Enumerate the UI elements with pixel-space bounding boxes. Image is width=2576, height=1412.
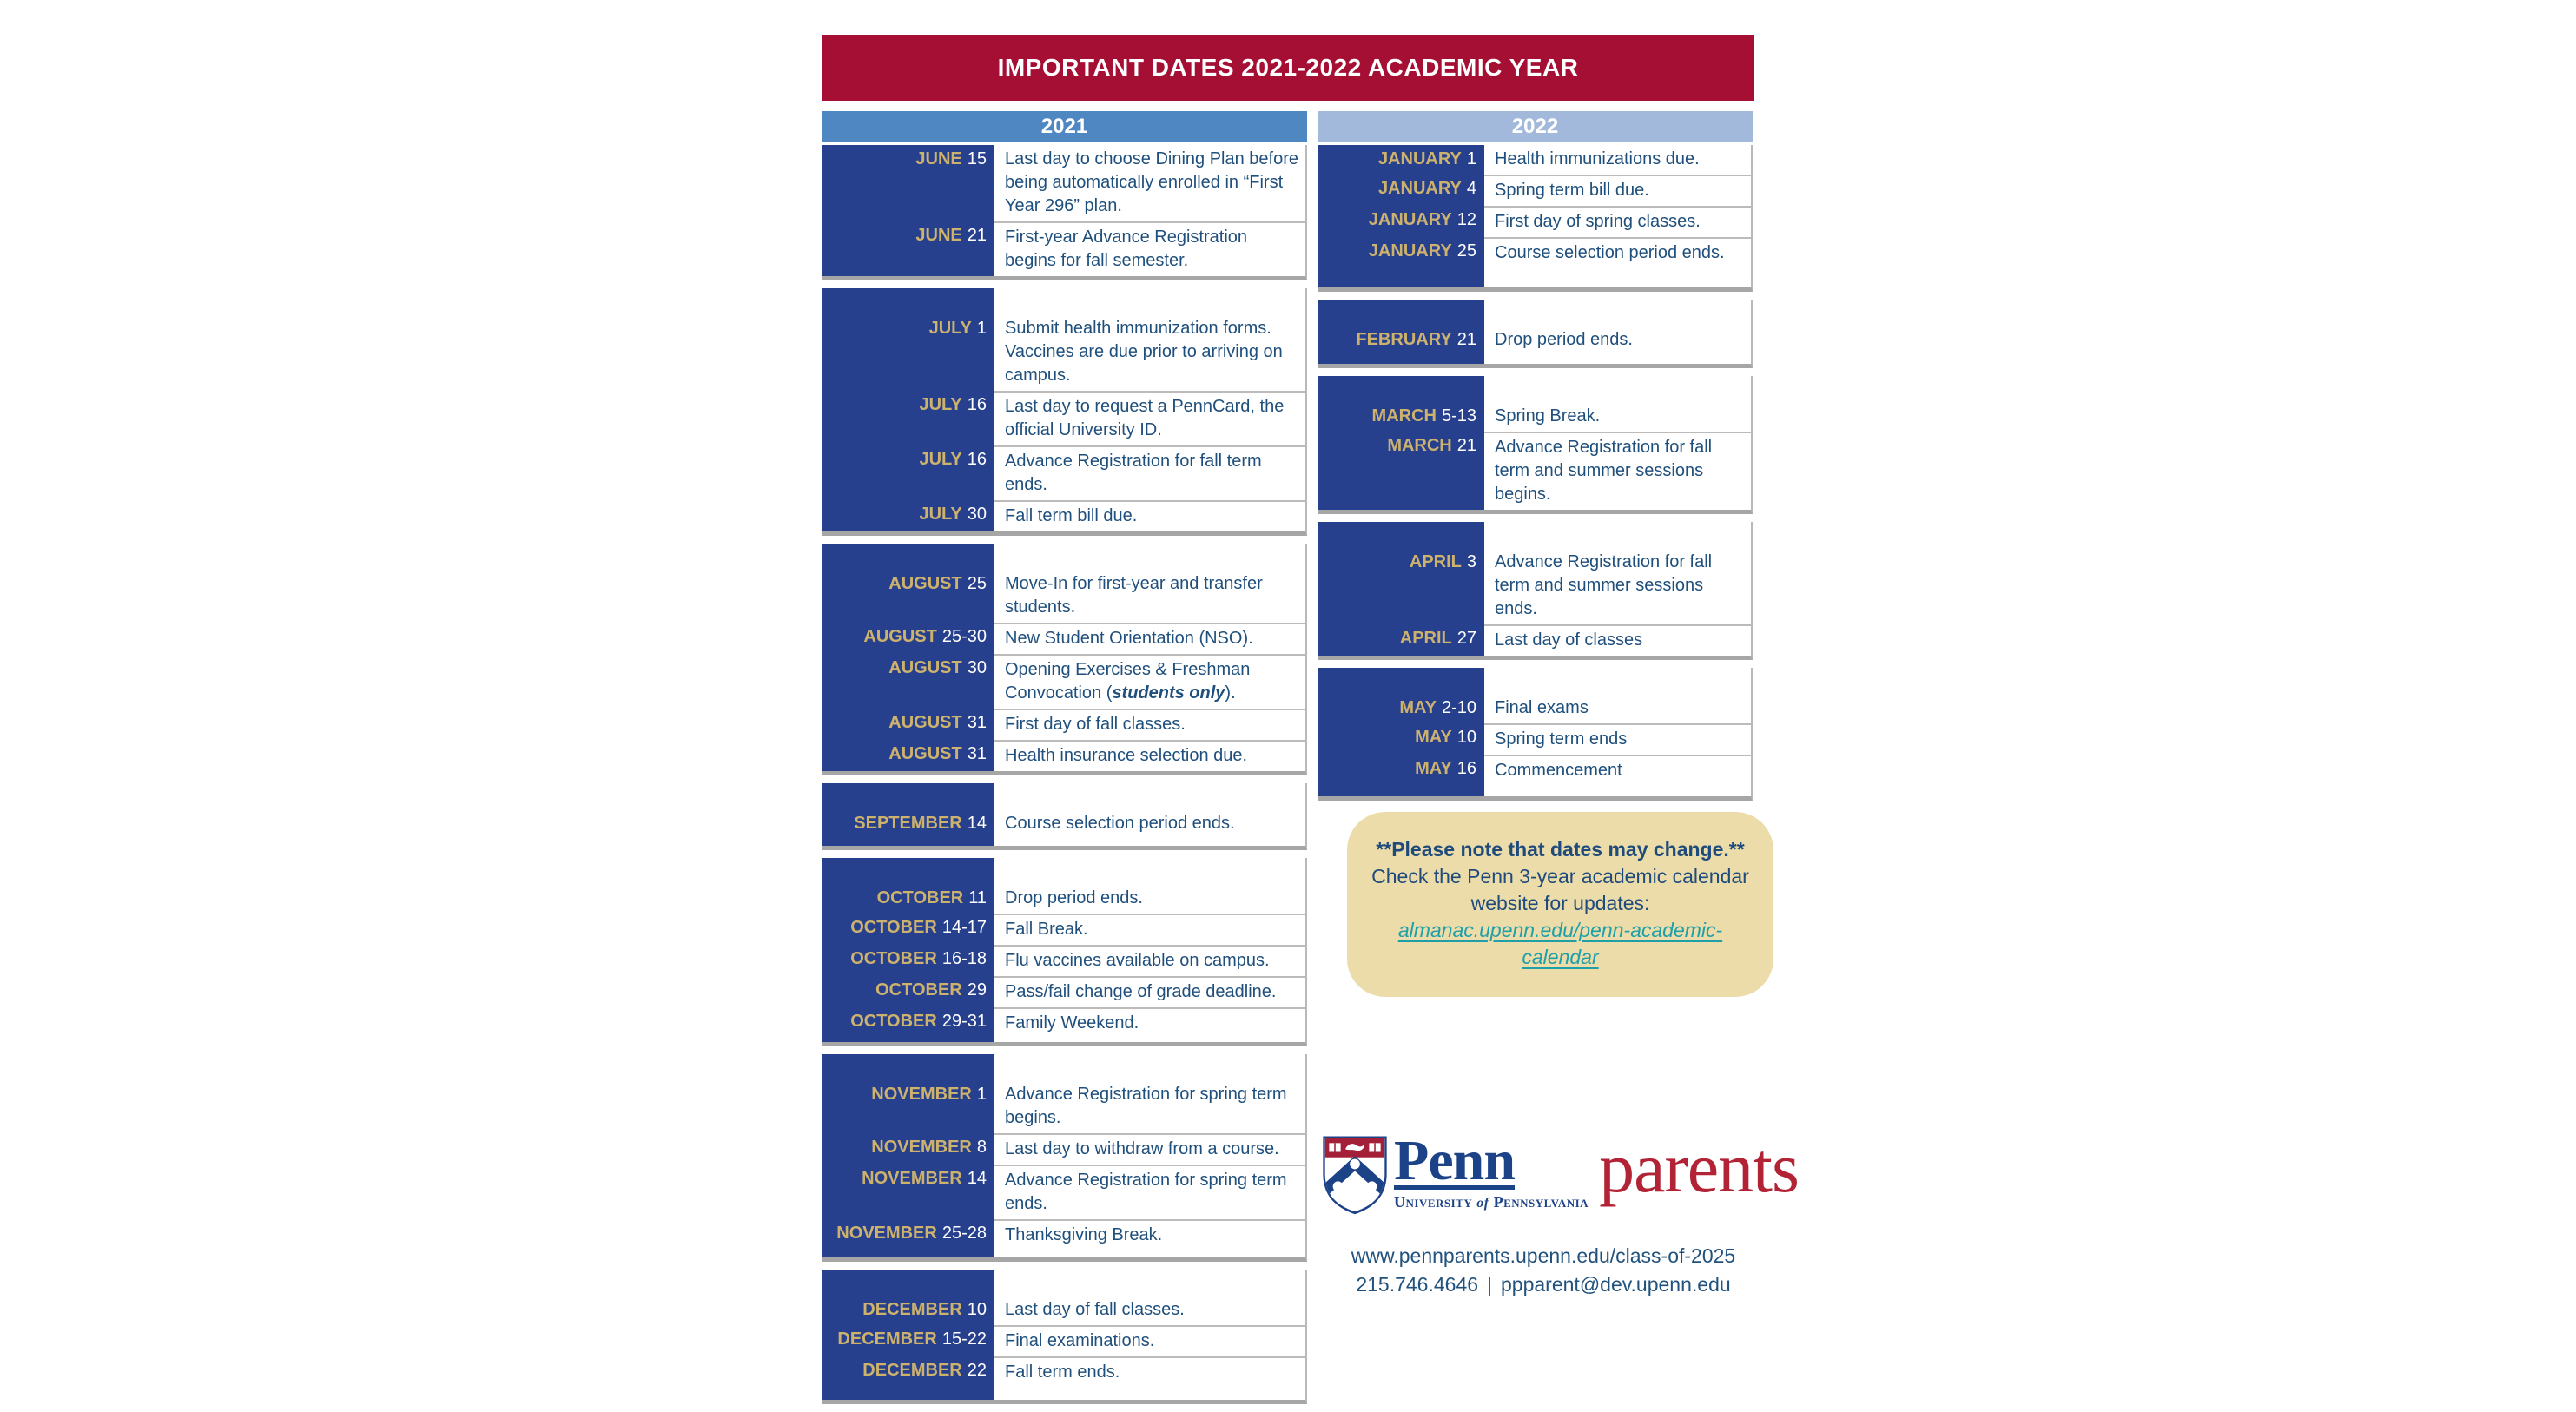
phone-number: 215.746.4646: [1356, 1273, 1479, 1296]
event-cell: [1484, 175, 1751, 206]
event-text: Commencement: [1495, 761, 1622, 780]
date-cell: [822, 445, 994, 500]
day-label: 1: [976, 319, 987, 338]
day-label: 25-28: [941, 1224, 987, 1243]
calendar-row: [822, 1219, 1305, 1250]
event-text: Move-In for first-year and transfer students.: [1005, 574, 1263, 617]
month-group: [1318, 376, 1753, 514]
calendar-row: [822, 145, 1305, 221]
date-cell: [1318, 175, 1484, 206]
calendar-row: [822, 1296, 1305, 1325]
month-label: MARCH: [1387, 436, 1452, 455]
event-text: Advance Registration for spring term begins.: [1005, 1085, 1287, 1127]
event-cell: [1484, 432, 1751, 510]
event-cell: [994, 1219, 1305, 1250]
day-label: 27: [1456, 629, 1476, 648]
day-label: 10: [967, 1300, 987, 1319]
month-label: DECEMBER: [862, 1361, 962, 1380]
month-group: [822, 544, 1307, 775]
contact-footer: [1318, 1242, 1769, 1299]
month-label: APRIL: [1399, 629, 1452, 648]
event-cell: [1484, 723, 1751, 755]
parents-website-url: www.pennparents.upenn.edu/class-of-2025: [1351, 1244, 1736, 1267]
day-label: 4: [1466, 179, 1476, 198]
event-cell: [994, 1165, 1305, 1219]
month-label: JANUARY: [1377, 179, 1462, 198]
month-group: [822, 1270, 1307, 1404]
date-cell: [822, 1007, 994, 1039]
event-text: Health immunizations due.: [1495, 149, 1700, 168]
day-label: 31: [967, 713, 987, 732]
date-cell: [822, 314, 994, 391]
calendar-row: [822, 1325, 1305, 1356]
month-group: [822, 858, 1307, 1046]
day-label: 14: [967, 1169, 987, 1188]
event-text: Drop period ends.: [1005, 888, 1143, 907]
event-cell: [1484, 624, 1751, 656]
event-text: Spring Break.: [1495, 406, 1601, 426]
month-label: OCTOBER: [876, 888, 964, 907]
calendar-row: [822, 976, 1305, 1007]
calendar-row: [822, 740, 1305, 771]
date-cell: [1318, 237, 1484, 268]
month-group: [822, 145, 1307, 280]
day-label: 25: [1456, 241, 1476, 261]
event-cell: [1484, 145, 1751, 175]
day-label: 8: [976, 1138, 987, 1157]
event-text: Thanksgiving Break.: [1005, 1225, 1163, 1244]
calendar-row: [822, 945, 1305, 976]
title-banner: [822, 35, 1754, 101]
event-cell: [994, 570, 1305, 623]
month-label: JUNE: [915, 226, 962, 245]
date-cell: [822, 391, 994, 445]
date-cell: [822, 1296, 994, 1325]
month-label: OCTOBER: [850, 949, 937, 968]
date-cell: [1318, 694, 1484, 723]
event-text: Course selection period ends.: [1495, 243, 1725, 262]
calendar-row: [1318, 237, 1751, 268]
event-text: Last day of fall classes.: [1005, 1300, 1185, 1319]
event-text: Last day to request a PennCard, the official University ID.: [1005, 397, 1285, 439]
column-body: [1318, 145, 1753, 801]
day-label: 16: [967, 450, 987, 469]
date-cell: [822, 945, 994, 976]
date-cell: [1318, 624, 1484, 656]
calendar-row: [1318, 145, 1751, 175]
date-cell: [822, 1325, 994, 1356]
event-text: Course selection period ends.: [1005, 814, 1235, 833]
date-cell: [822, 709, 994, 740]
event-text: Opening Exercises & Freshman Convocation (students only).: [1005, 660, 1251, 703]
event-cell: [994, 1080, 1305, 1133]
month-label: DECEMBER: [862, 1300, 962, 1319]
month-label: AUGUST: [888, 744, 962, 763]
event-text: Fall term bill due.: [1005, 506, 1138, 525]
month-label: MAY: [1415, 728, 1452, 747]
year-column-2021: [822, 111, 1307, 1412]
date-cell: [822, 570, 994, 623]
calendar-row: [1318, 175, 1751, 206]
month-group: [1318, 300, 1753, 368]
year-header: 2021: [822, 111, 1307, 142]
event-cell: [1484, 326, 1751, 355]
event-text: Spring term ends: [1495, 729, 1628, 749]
event-text: Drop period ends.: [1495, 330, 1633, 349]
academic-calendar-link[interactable]: almanac.upenn.edu/penn-academic-calendar: [1397, 919, 1723, 968]
column-body: [822, 145, 1307, 1404]
event-cell: [994, 1356, 1305, 1388]
day-label: 30: [967, 658, 987, 677]
month-label: OCTOBER: [850, 918, 937, 937]
event-text: Final examinations.: [1005, 1331, 1155, 1350]
date-cell: [1318, 548, 1484, 624]
penn-parents-logo: [1321, 1128, 1799, 1216]
day-label: 16: [967, 395, 987, 414]
day-label: 25-30: [941, 627, 987, 646]
calendar-row: [822, 1080, 1305, 1133]
calendar-row: [1318, 432, 1751, 510]
event-cell: [994, 623, 1305, 654]
calendar-row: [822, 884, 1305, 914]
event-text: Advance Registration for fall term ends.: [1005, 452, 1262, 494]
calendar-row: [822, 221, 1305, 276]
event-text: Advance Registration for fall term and summer sessions ends.: [1495, 552, 1713, 618]
month-label: MAY: [1415, 759, 1452, 778]
month-group: [1318, 145, 1753, 292]
calendar-row: [822, 914, 1305, 945]
month-label: NOVEMBER: [871, 1138, 972, 1157]
penn-wordmark: [1394, 1129, 1589, 1211]
event-text: Fall term ends.: [1005, 1363, 1120, 1382]
event-text: Submit health immunization forms. Vaccines are due prior to arriving on campus.: [1005, 319, 1283, 385]
month-label: DECEMBER: [837, 1330, 937, 1349]
event-cell: [994, 654, 1305, 709]
penn-text: Penn: [1394, 1129, 1516, 1192]
day-label: 16-18: [941, 949, 987, 968]
event-cell: [1484, 755, 1751, 786]
event-cell: [1484, 548, 1751, 624]
event-cell: [994, 145, 1305, 221]
calendar-row: [1318, 326, 1751, 355]
contact-line: [1318, 1270, 1769, 1299]
day-label: 15: [967, 149, 987, 168]
event-cell: [994, 445, 1305, 500]
day-label: 11: [968, 888, 987, 907]
day-label: 29: [967, 980, 987, 1000]
month-label: JULY: [919, 505, 962, 524]
date-cell: [1318, 145, 1484, 175]
month-label: MAY: [1399, 698, 1437, 717]
day-label: 30: [967, 505, 987, 524]
event-text: New Student Orientation (NSO).: [1005, 629, 1253, 648]
calendar-row: [822, 654, 1305, 709]
event-cell: [1484, 206, 1751, 237]
event-cell: [994, 976, 1305, 1007]
calendar-row: [1318, 548, 1751, 624]
date-cell: [822, 623, 994, 654]
date-cell: [822, 740, 994, 771]
note-heading: **Please note that dates may change.**: [1376, 838, 1745, 861]
event-cell: [994, 914, 1305, 945]
day-label: 2-10: [1441, 698, 1476, 717]
date-cell: [822, 976, 994, 1007]
date-cell: [1318, 432, 1484, 510]
event-text: Spring term bill due.: [1495, 181, 1649, 200]
event-text: Advance Registration for fall term and summer sessions begins.: [1495, 438, 1713, 504]
event-text: Last day to choose Dining Plan before being automatically enrolled in “First Year 296” plan.: [1005, 149, 1298, 215]
event-text: First day of spring classes.: [1495, 212, 1701, 231]
calendar-row: [822, 445, 1305, 500]
month-group: [822, 783, 1307, 850]
calendar-row: [822, 1007, 1305, 1039]
event-text: First-year Advance Registration begins for fall semester.: [1005, 228, 1248, 270]
event-text: Flu vaccines available on campus.: [1005, 951, 1270, 970]
right-side-extras: [1318, 812, 1799, 1299]
month-label: JULY: [919, 395, 962, 414]
university-of-pennsylvania-text: University of Pennsylvania: [1394, 1193, 1589, 1211]
calendar-row: [822, 709, 1305, 740]
event-text: Fall Break.: [1005, 920, 1088, 939]
month-group: [1318, 522, 1753, 660]
calendar-row: [1318, 624, 1751, 656]
event-text: Family Weekend.: [1005, 1013, 1139, 1033]
calendar-row: [822, 1133, 1305, 1165]
calendar-row: [822, 500, 1305, 531]
date-cell: [822, 500, 994, 531]
separator: |: [1487, 1273, 1493, 1296]
month-label: APRIL: [1409, 552, 1462, 571]
month-label: SEPTEMBER: [854, 814, 962, 833]
event-cell: [994, 221, 1305, 276]
event-text: First day of fall classes.: [1005, 715, 1186, 734]
year-header: 2022: [1318, 111, 1753, 142]
date-cell: [822, 914, 994, 945]
date-cell: [822, 1356, 994, 1388]
day-label: 21: [1456, 330, 1476, 349]
date-cell: [822, 1165, 994, 1219]
calendar-row: [822, 809, 1305, 839]
date-cell: [822, 884, 994, 914]
email-address: ppparent@dev.upenn.edu: [1501, 1273, 1731, 1296]
date-cell: [1318, 206, 1484, 237]
event-cell: [994, 1325, 1305, 1356]
date-cell: [1318, 402, 1484, 432]
event-cell: [994, 1007, 1305, 1039]
date-cell: [822, 1219, 994, 1250]
day-label: 5-13: [1441, 406, 1476, 426]
calendar-row: [1318, 723, 1751, 755]
date-cell: [822, 654, 994, 709]
event-cell: [994, 391, 1305, 445]
month-label: AUGUST: [888, 658, 962, 677]
event-cell: [994, 740, 1305, 771]
day-label: 15-22: [941, 1330, 987, 1349]
day-label: 1: [976, 1085, 987, 1104]
day-label: 12: [1456, 210, 1476, 229]
day-label: 1: [1466, 149, 1476, 168]
calendar-row: [1318, 206, 1751, 237]
event-cell: [994, 945, 1305, 976]
calendar-row: [1318, 402, 1751, 432]
event-cell: [994, 709, 1305, 740]
event-cell: [994, 809, 1305, 839]
date-cell: [822, 809, 994, 839]
date-cell: [1318, 723, 1484, 755]
event-text: Health insurance selection due.: [1005, 746, 1248, 765]
date-cell: [1318, 326, 1484, 355]
month-group: [822, 288, 1307, 536]
page-title: IMPORTANT DATES 2021-2022 ACADEMIC YEAR: [997, 54, 1579, 81]
month-label: FEBRUARY: [1356, 330, 1452, 349]
event-text: Last day to withdraw from a course.: [1005, 1139, 1279, 1158]
event-cell: [1484, 237, 1751, 268]
day-label: 10: [1456, 728, 1476, 747]
year-column-2022: [1318, 111, 1753, 808]
day-label: 21: [1456, 436, 1476, 455]
month-label: NOVEMBER: [862, 1169, 962, 1188]
event-cell: [1484, 694, 1751, 723]
calendar-row: [822, 391, 1305, 445]
penn-shield-icon: [1321, 1134, 1389, 1216]
month-group: [1318, 668, 1753, 801]
day-label: 31: [967, 744, 987, 763]
month-label: OCTOBER: [850, 1012, 937, 1031]
date-cell: [822, 221, 994, 276]
day-label: 16: [1456, 759, 1476, 778]
event-text: Final exams: [1495, 698, 1589, 717]
note-body: Check the Penn 3-year academic calendar website for updates:: [1371, 865, 1749, 914]
day-label: 29-31: [941, 1012, 987, 1031]
month-label: AUGUST: [888, 574, 962, 593]
month-label: JULY: [928, 319, 972, 338]
event-text: Advance Registration for spring term ends.: [1005, 1171, 1287, 1213]
date-cell: [822, 145, 994, 221]
calendar-row: [1318, 755, 1751, 786]
month-label: MARCH: [1371, 406, 1437, 426]
month-label: OCTOBER: [875, 980, 962, 1000]
day-label: 3: [1466, 552, 1476, 571]
calendar-row: [822, 314, 1305, 391]
event-cell: [994, 500, 1305, 531]
note-box: [1347, 812, 1773, 997]
day-label: 14: [967, 814, 987, 833]
day-label: 21: [967, 226, 987, 245]
month-label: JUNE: [915, 149, 962, 168]
calendar-row: [822, 623, 1305, 654]
date-cell: [1318, 755, 1484, 786]
event-cell: [994, 314, 1305, 391]
month-label: NOVEMBER: [871, 1085, 972, 1104]
month-label: AUGUST: [888, 713, 962, 732]
date-cell: [822, 1133, 994, 1165]
date-cell: [822, 1080, 994, 1133]
month-label: JANUARY: [1368, 210, 1452, 229]
month-label: AUGUST: [863, 627, 937, 646]
event-text: Pass/fail change of grade deadline.: [1005, 982, 1277, 1001]
event-cell: [994, 1296, 1305, 1325]
event-cell: [994, 884, 1305, 914]
month-label: JULY: [919, 450, 962, 469]
day-label: 14-17: [941, 918, 987, 937]
month-group: [822, 1054, 1307, 1262]
event-text: Last day of classes: [1495, 630, 1643, 650]
month-label: JANUARY: [1377, 149, 1462, 168]
month-label: NOVEMBER: [836, 1224, 937, 1243]
month-label: JANUARY: [1368, 241, 1452, 261]
day-label: 22: [967, 1361, 987, 1380]
calendar-row: [822, 570, 1305, 623]
calendar-row: [822, 1165, 1305, 1219]
event-cell: [1484, 402, 1751, 432]
day-label: 25: [967, 574, 987, 593]
calendar-row: [1318, 694, 1751, 723]
calendar-row: [822, 1356, 1305, 1388]
parents-text: parents: [1599, 1128, 1799, 1207]
event-cell: [994, 1133, 1305, 1165]
